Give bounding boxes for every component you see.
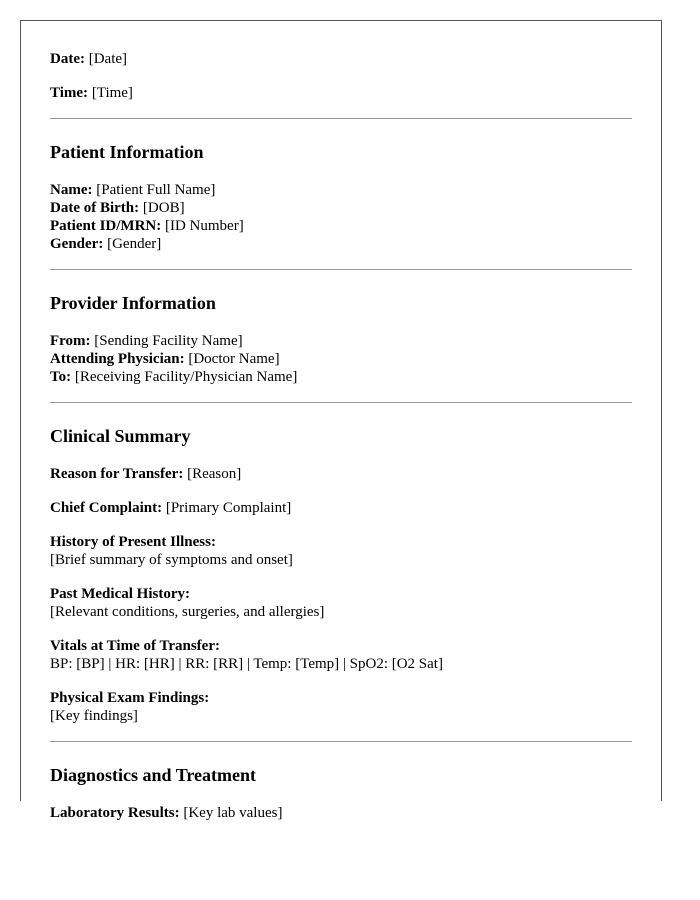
patient-id-label: Patient ID/MRN: [50,218,162,234]
section-title-clinical: Clinical Summary [50,426,191,446]
patient-dob-line [50,199,632,217]
time-line [50,84,632,102]
divider [50,118,632,119]
document-content [50,50,632,838]
attending-physician-value: [Doctor Name] [188,351,280,367]
reason-label: Reason for Transfer: [50,466,184,482]
chief-complaint-label: Chief Complaint: [50,500,163,516]
document-page [20,20,662,821]
patient-name-line [50,181,632,199]
vitals-value: BP: [BP] | HR: [HR] | RR: [RR] | Temp: [Temp] | SpO2: [O2 Sat] [50,656,443,672]
hpi-value: [Brief summary of symptoms and onset] [50,552,293,568]
vitals-block [50,637,632,673]
pmh-label: Past Medical History: [50,586,190,602]
patient-gender-value: [Gender] [107,236,162,252]
section-title-patient: Patient Information [50,142,204,162]
chief-complaint-line [50,499,632,517]
provider-to-label: To: [50,369,72,385]
date-label: Date: [50,51,85,67]
patient-name-value: [Patient Full Name] [96,182,216,198]
divider [50,402,632,403]
hpi-label: History of Present Illness: [50,534,216,550]
vitals-label: Vitals at Time of Transfer: [50,638,220,654]
lab-results-value: [Key lab values] [183,805,283,821]
time-value: [Time] [91,85,133,101]
divider [50,269,632,270]
pmh-block [50,585,632,621]
date-line [50,50,632,68]
patient-dob-value: [DOB] [142,200,185,216]
patient-dob-label: Date of Birth: [50,200,140,216]
section-title-diagnostics: Diagnostics and Treatment [50,765,257,785]
divider [50,741,632,742]
exam-value: [Key findings] [50,708,138,724]
pmh-value: [Relevant conditions, surgeries, and allergies] [50,604,325,620]
lab-results-label: Laboratory Results: [50,805,180,821]
exam-block [50,689,632,725]
provider-to-line [50,368,632,386]
reason-value: [Reason] [187,466,242,482]
attending-physician-line [50,350,632,368]
patient-id-value: [ID Number] [164,218,244,234]
patient-info-block [50,181,632,253]
attending-physician-label: Attending Physician: [50,351,185,367]
provider-from-line [50,332,632,350]
hpi-block [50,533,632,569]
patient-name-label: Name: [50,182,93,198]
provider-info-block [50,332,632,386]
exam-label: Physical Exam Findings: [50,690,210,706]
provider-to-value: [Receiving Facility/Physician Name] [74,369,298,385]
patient-gender-label: Gender: [50,236,104,252]
time-label: Time: [50,85,89,101]
chief-complaint-value: [Primary Complaint] [165,500,292,516]
patient-gender-line [50,235,632,253]
date-value: [Date] [88,51,128,67]
section-title-provider: Provider Information [50,293,216,313]
patient-id-line [50,217,632,235]
provider-from-value: [Sending Facility Name] [94,333,243,349]
provider-from-label: From: [50,333,91,349]
reason-line [50,465,632,483]
lab-results-line [50,804,632,822]
